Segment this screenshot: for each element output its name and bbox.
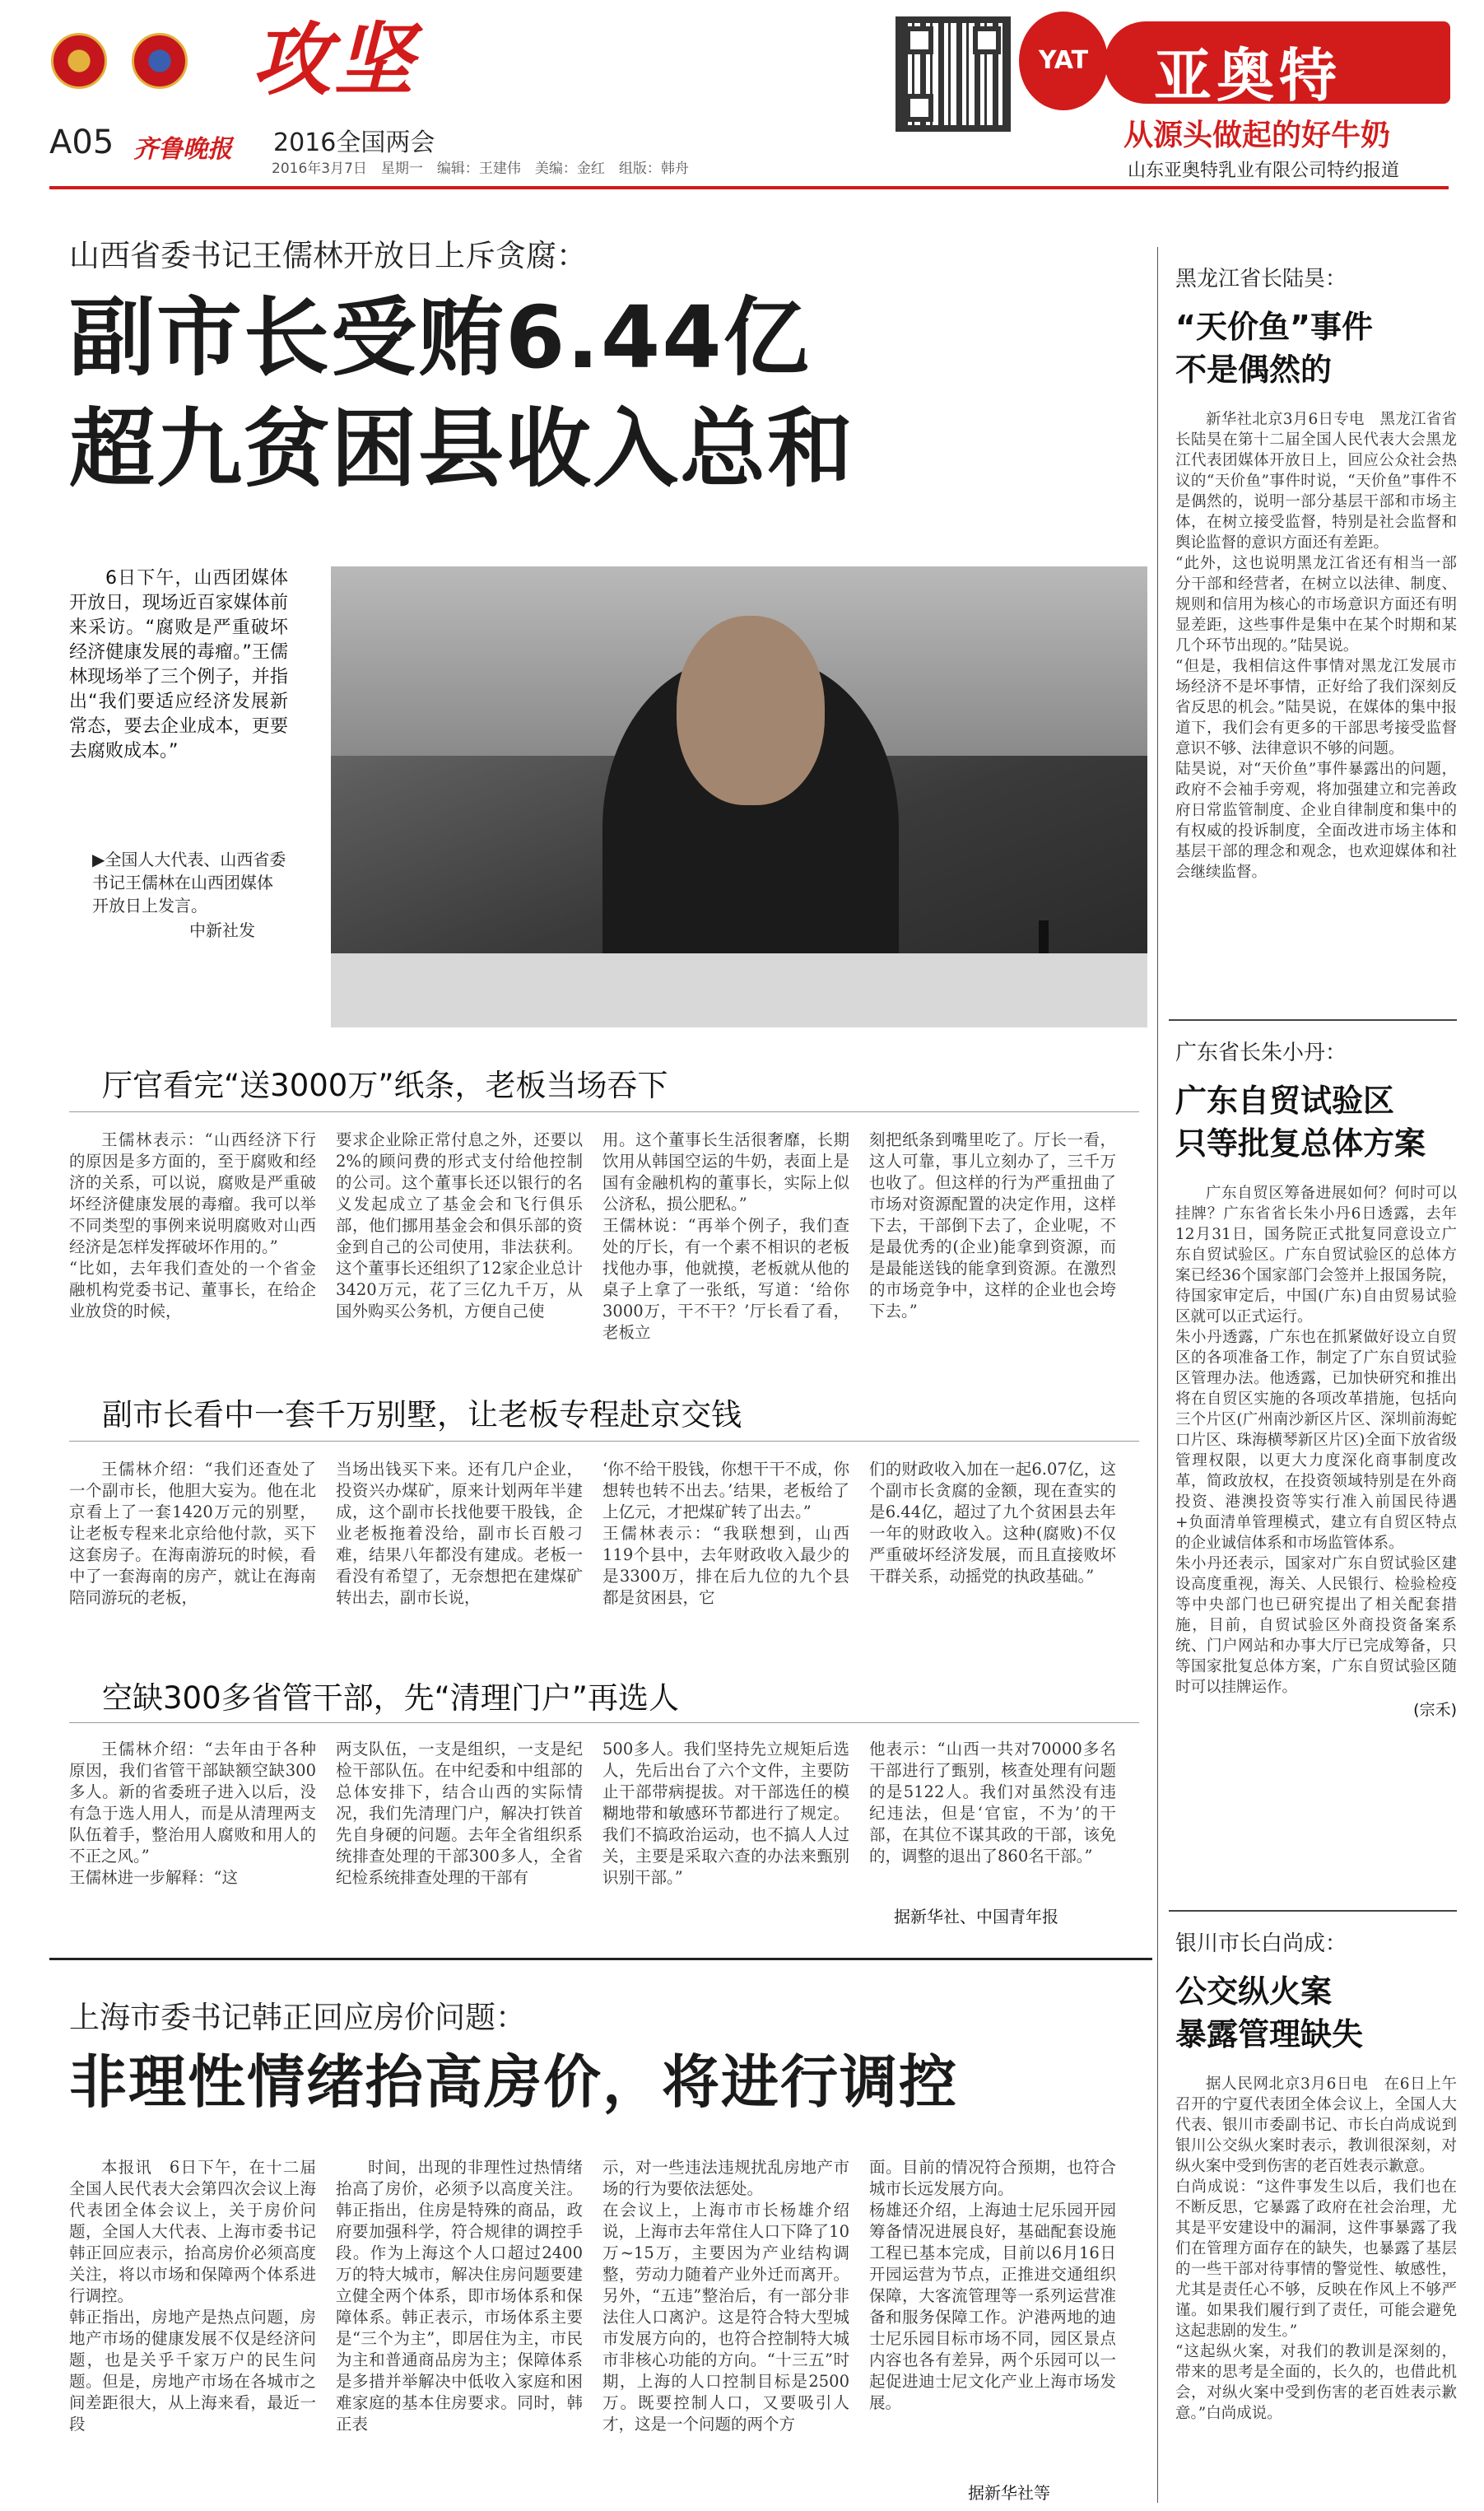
event-title: 2016全国两会 [273, 128, 435, 157]
qr-code [896, 16, 1011, 132]
section2-col1: 王儒林介绍：“我们还查处了一个副市长，他胆大妄为。他在北京看上了一套1420万元的别墅，让老板专程来北京给他付款，买下这套房子。在海南游玩的时候，看中了一套海南的房产，就让在海南陪同游玩的老板， [69, 1460, 316, 1607]
masthead-rule [49, 186, 1449, 189]
section1-col4: 刻把纸条到嘴里吃了。厅长一看，这人可靠，事儿立刻办了，三千万也收了。但这样的行为严重扭曲了市场对资源配置的决定作用，这样下去，干部倒下去了，企业呢，不是最优秀的(企业)能拿到资源，而是最能送钱的能拿到资源。在激烈的市场竞争中，这样的企业也会垮下去。” [869, 1130, 1116, 1321]
lead-intro: 6日下午，山西团媒体开放日，现场近百家媒体前来采访。“腐败是严重破坏经济健康发展的毒瘤。”王儒林现场举了三个例子，并指出“我们要适应经济发展新常态，要去企业成本，更要去腐败成本。” [69, 568, 288, 762]
section3-col4: 他表示：“山西一共对70000多名干部进行了甄别，核查处理有问题的是5122人。我们对虽然没有违纪违法，但是‘官宦，不为’的干部，在其位不谋其政的干部，该免的，调整的退出了860名干部。” [869, 1740, 1116, 1866]
sidebar-story-3 [1175, 1926, 1457, 2424]
sidebar2-title-line2: 只等批复总体方案 [1175, 1125, 1426, 1162]
lead-headline-line2: 超九贫困县收入总和 [69, 398, 855, 499]
sidebar1-body: 新华社北京3月6日专电 黑龙江省省长陆昊在第十二届全国人民代表大会黑龙江代表团媒体开放日上，回应公众社会热议的“天价鱼”事件时说，“天价鱼”事件不是偶然的，说明一部分基层干部和市场主体，在树立接受监督，特别是社会监督和舆论监督的意识方面还有差距。 “此外，这也说明黑龙江省还有相当一部分干部和经营者，在树立以法律、制度、规则和信用为核心的市场意识方面还有明显差距，这些事件是集中在某个时期和某几个环节出现的。”陆昊说。 “但是，我相信这件事情对黑龙江发展市场经济不是坏事情，正好给了我们深刻反省反思的机会。”陆昊说，在媒体的集中报道下，我们会有更多的干部思考接受监督意识不够、法律意识不够的问题。 陆昊说，对“天价鱼”事件暴露出的问题，政府不会袖手旁观，将加强建立和完善政府日常监管制度、企业自律制度和集中的有权威的投诉制度，全面改进市场主体和基层干部的理念和观念，也欢迎媒体和社会继续监督。 [1175, 411, 1457, 881]
desk [331, 953, 1147, 1027]
second-col1: 本报讯 6日下午，在十二届全国人民代表大会第四次会议上海代表团全体会议上，关于房价问题，全国人大代表、上海市委书记韩正回应表示，抬高房价必须高度关注，将以市场和保障两个体系进行调控。 韩正指出，房地产是热点问题，房地产市场的健康发展不仅是经济问题，也是关乎千家万户的民生问题。但是，房地产市场在各城市之间差距很大，从上海来看，最近一段 [69, 2158, 316, 2434]
section2-col2: 当场出钱买下来。还有几户企业，投资兴办煤矿，原来计划两年半建成，这个副市长找他要干股钱，企业老板拖着没给，副市长百般刁难，结果八年都没有建成。老板一看没有希望了，无奈想把在建煤矿转出去，副市长说， [336, 1460, 583, 1607]
sponsor-logo: YAT [1019, 12, 1108, 110]
section3-col1: 王儒林介绍：“去年由于各种原因，我们省管干部缺额空缺300多人。新的省委班子进入以后，没有急于选人用人，而是从清理两支队伍着手，整治用人腐败和用人的不正之风。” 王儒林进一步解释：“这 [69, 1740, 316, 1887]
sponsor-company: 山东亚奥特乳业有限公司特约报道 [1128, 161, 1400, 181]
second-col4: 面。目前的情况符合预期，也符合城市长远发展方向。 杨雄还介绍，上海迪士尼乐园开园筹备情况进展良好，基础配套设施工程已基本完成，目前以6月16日开园运营为节点，正推进交通组织保障，大客流管理等一系列运营准备和服务保障工作。沪港两地的迪士尼乐园目标市场不同，园区景点内容也各有差异，两个乐园可以一起促进迪士尼文化产业上海市场发展。 [869, 2158, 1116, 2412]
page-number: A05 [49, 123, 114, 161]
photo-credit: 中新社发 [189, 920, 255, 940]
second-col2: 时间，出现的非理性过热情绪抬高了房价，必须予以高度关注。韩正指出，住房是特殊的商品，政府要加强科学，符合规律的调控手段。作为上海这个人口超过2400万的特大城市，解决住房问题要建立健全两个体系，即市场体系和保障体系。韩正表示，市场体系主要是“三个为主”，即居住为主，市民为主和普通商品房为主；保障体系是多措并举解决中低收入家庭和困难家庭的基本住房要求。同时，韩正表 [336, 2158, 583, 2434]
sidebar1-title-line1: “天价鱼”事件 [1175, 309, 1373, 345]
section2-col4: 们的财政收入加在一起6.07亿，这个副市长贪腐的金额，现在查实的是6.44亿，超过了九个贫困县去年一年的财政收入。这种(腐败)不仅严重破坏经济发展，而且直接败坏干群关系，动摇党的执政基础。” [869, 1460, 1116, 1586]
sidebar-divider [1157, 247, 1158, 2503]
sidebar2-source: (宗禾) [1413, 1701, 1457, 1719]
section1-heading: 厅官看完“送3000万”纸条，老板当场吞下 [102, 1068, 668, 1103]
second-headline: 非理性情绪抬高房价，将进行调控 [69, 2048, 958, 2116]
sidebar-story-1 [1175, 262, 1457, 883]
section3-heading: 空缺300多省管干部，先“清理门户”再选人 [102, 1680, 679, 1716]
section1-col3: 用。这个董事长生活很奢靡，长期饮用从韩国空运的牛奶，表面上是国有金融机构的董事长，实际上似公济私，损公肥私。” 王儒林说：“再举个例子，我们查处的厅长，有一个素不相识的老板找他办事，他就摸，老板就从他的桌子上拿了一张纸，写道：‘给你3000万，干不干？’厅长看了看，老板立 [602, 1130, 849, 1342]
meta-line: 2016年3月7日 星期一 编辑：王建伟 美编：金红 组版：韩舟 [272, 161, 689, 177]
sidebar2-title-line1: 广东自贸试验区 [1175, 1083, 1395, 1119]
npc-emblem-icon [132, 33, 188, 89]
second-kicker: 上海市委书记韩正回应房价问题： [69, 2000, 526, 2035]
section1-col1: 王儒林表示：“山西经济下行的原因是多方面的，至于腐败和经济的关系，可以说，腐败是严重破坏经济健康发展的毒瘤。我可以举不同类型的事例来说明腐败对山西经济是怎样发挥破坏作用的。” “比如，去年我们查处的一个省金融机构党委书记、董事长，在给企业放贷的时候， [69, 1130, 316, 1321]
paper-name: 齐鲁晚报 [133, 135, 232, 164]
masthead [0, 0, 1484, 189]
sidebar2-body: 广东自贸区筹备进展如何？何时可以挂牌？广东省省长朱小丹6日透露，去年12月31日，国务院正式批复同意设立广东自贸试验区。广东自贸试验区的总体方案已经36个国家部门会签并上报国务院，待国家审定后，中国(广东)自由贸易试验区就可以正式运行。 朱小丹透露，广东也在抓紧做好设立自贸区的各项准备工作，制定了广东自贸试验区管理办法。他透露，已加快研究和推出将在自贸区实施的各项改革措施，包括向三个片区(广州南沙新区片区、深圳前海蛇口片区、珠海横琴新区片区)全面下放省级管理权限，以更大力度深化商事制度改革，简政放权，在投资领域特别是在外商投资、港澳投资等实行准入前国民待遇+负面清单管理模式，建立有自贸区特点的企业诚信体系和市场监管体系。 朱小丹还表示，国家对广东自贸试验区建设高度重视，海关、人民银行、检验检疫等中央部门也已研究提出了相关配套措施，目前，自贸试验区外商投资备案系统、门户网站和办事大厅已完成筹备，只等国家批复总体方案，广东自贸试验区随时可以挂牌运作。 [1175, 1185, 1457, 1696]
section2-col3: ‘你不给干股钱，你想干干不成，你想转也转不出去。’结果，老板给了上亿元，才把煤矿转了出去。” 王儒林表示：“我联想到，山西119个县中，去年财政收入最少的是3300万，排在后九位的九个县都是贫困县，它 [602, 1460, 849, 1607]
sidebar3-kicker: 银川市长白尚成： [1175, 1931, 1347, 1956]
lead-photo [331, 566, 1147, 1027]
sidebar-story-2 [1175, 1036, 1457, 1720]
lead-kicker: 山西省委书记王儒林开放日上斥贪腐： [69, 238, 587, 273]
sidebar3-title-line1: 公交纵火案 [1175, 1973, 1333, 2010]
sponsor-brand: 亚奥特 [1154, 42, 1342, 109]
section-title: 攻坚 [252, 13, 416, 106]
second-source: 据新华社等 [968, 2483, 1050, 2503]
section1-col2: 要求企业除正常付息之外，还要以2%的顾问费的形式支付给他控制的公司。这个董事长还以银行的名义发起成立了基金会和飞行俱乐部，他们挪用基金会和俱乐部的资金到自己的公司使用，非法获利。这个董事长还组织了12家企业总计3420万元，花了三亿九千万，从国外购买公务机，方便自己使 [336, 1130, 583, 1321]
sidebar1-title-line2: 不是偶然的 [1175, 352, 1333, 388]
section3-col3: 500多人。我们坚持先立规矩后选人，先后出台了六个文件，主要防止干部带病提拔。对干部选任的模糊地带和敏感环节都进行了规定。我们不搞政治运动，也不搞人人过关，主要是采取六查的办法来甄别识别干部。” [602, 1740, 849, 1887]
section3-source: 据新华社、中国青年报 [894, 1907, 1058, 1926]
speaker-face [677, 616, 825, 805]
sponsor-brand-banner [1105, 21, 1450, 109]
photo-caption: ▶全国人大代表、山西省委书记王儒林在山西团媒体开放日上发言。 [92, 850, 286, 915]
lead-headline-line1: 副市长受贿6.44亿 [69, 287, 811, 388]
sidebar1-kicker: 黑龙江省长陆昊： [1175, 267, 1347, 291]
sidebar3-body: 据人民网北京3月6日电 在6日上午召开的宁夏代表团全体会议上，全国人大代表、银川市委副书记、市长白尚成说到银川公交纵火案时表示，教训很深刻，对纵火案中受到伤害的老百姓表示歉意。 白尚成说：“这件事发生以后，我们也在不断反思，它暴露了政府在社会治理，尤其是平安建设中的漏洞，这件事暴露了我们在管理方面存在的缺失，也暴露了基层的一些干部对待事情的警觉性、敏感性，尤其是责任心不够，反映在作风上不够严谨。如果我们履行到了责任，可能会避免这起悲剧的发生。” “这起纵火案，对我们的教训是深刻的，带来的思考是全面的，长久的，也借此机会，对纵火案中受到伤害的老百姓表示歉意。”白尚成说。 [1175, 2075, 1457, 2422]
sidebar3-title-line2: 暴露管理缺失 [1175, 2016, 1364, 2052]
second-col3: 示，对一些违法违规扰乱房地产市场的行为要依法惩处。 在会议上，上海市市长杨雄介绍说，上海市去年常住人口下降了10万~15万，主要因为产业结构调整，劳动力随着产业外迁而离开。另外，“五违”整治后，有一部分非法住人口离沪。这是符合特大型城市发展方向的，也符合控制特大城市非核心功能的方向。“十三五”时期，上海的人口控制目标是2500万。既要控制人口，又要吸引人才，这是一个问题的两个方 [602, 2158, 849, 2434]
sidebar2-kicker: 广东省长朱小丹： [1175, 1041, 1347, 1065]
section3-col2: 两支队伍，一支是组织，一支是纪检干部队伍。在中纪委和中组部的总体安排下，结合山西的实际情况，我们先清理门户，解决打铁首先自身硬的问题。去年全省组织系统排查处理的干部300多人，全省纪检系统排查处理的干部有 [336, 1740, 583, 1887]
national-emblem-icon [51, 33, 107, 89]
section2-heading: 副市长看中一套千万别墅，让老板专程赴京交钱 [102, 1397, 742, 1433]
sponsor-slogan: 从源头做起的好牛奶 [1123, 119, 1391, 152]
story-divider [49, 1958, 1152, 1960]
